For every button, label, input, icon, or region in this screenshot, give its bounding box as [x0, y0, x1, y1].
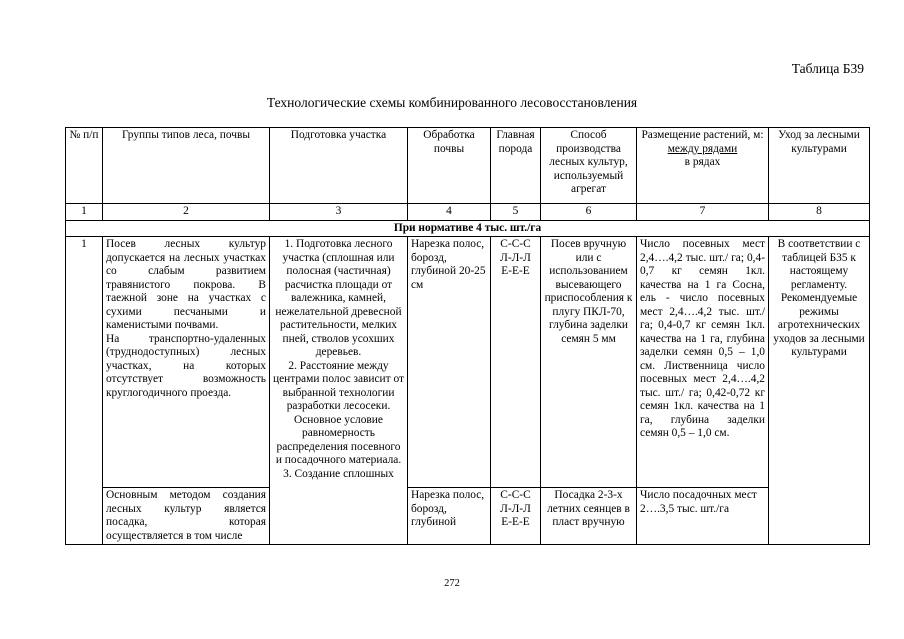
header-soil: Обработка почвы: [408, 128, 491, 204]
header-preparation: Подготовка участка: [270, 128, 408, 204]
column-number: 3: [270, 204, 408, 221]
reforestation-table: [65, 127, 870, 545]
groups-paragraph: На транспортно-удаленных (труднодоступных) лесных участках, на которых отсутствует возможность круглогодичного проезда.: [106, 332, 266, 399]
column-number: 8: [769, 204, 870, 221]
table-row: [66, 237, 870, 488]
header-groups: Группы типов леса, почвы: [103, 128, 270, 204]
preparation-step: 3. Создание сплошных: [283, 467, 394, 480]
header-placement-between: между рядами: [667, 142, 738, 155]
column-number: 1: [66, 204, 103, 221]
header-num: № п/п: [66, 128, 103, 204]
table-row: [66, 488, 870, 545]
row-number: 1: [66, 237, 103, 545]
column-number: 5: [491, 204, 541, 221]
cell-soil: Нарезка полос, борозд, глубиной: [408, 488, 491, 545]
column-number: 2: [103, 204, 270, 221]
cell-preparation: [270, 237, 408, 545]
section-row: [66, 220, 870, 237]
groups-paragraph: Посев лесных культур допускается на лесных участках со слабым развитием травянистого покрова. В таежной зоне на участках с сухими песчаными и каменистыми почвами.: [106, 238, 266, 331]
preparation-step: 2. Расстояние между центрами полос зависит от выбранной технологии разработки лесосеки. Основное условие равномерность распределения посевного и посадочного материала.: [273, 359, 405, 466]
header-placement-top: Размещение растений, м:: [641, 129, 764, 141]
cell-placement: Число посадочных мест 2….3,5 тыс. шт./га: [637, 488, 769, 545]
document-title: Технологические схемы комбинированного лесовосстановления: [266, 95, 638, 110]
table-label: Таблица Б39: [791, 61, 864, 76]
preparation-step: 1. Подготовка лесного участка (сплошная или полосная (частичная) расчистка площади от валежника, камней, нежелательной древесной растительности, мелких пней, стволов усохших деревьев.: [275, 238, 402, 358]
header-method: Способ производства лесных культур, используемый агрегат: [541, 128, 637, 204]
cell-method: Посадка 2-3-х летних сеянцев в пласт вручную: [541, 488, 637, 545]
cell-groups: Основным методом создания лесных культур является посадка, которая осуществляется в том числе: [103, 488, 270, 545]
header-placement-in: в рядах: [684, 156, 721, 168]
section-title: При нормативе 4 тыс. шт./га: [66, 220, 870, 237]
header-care: Уход за лесными культурами: [769, 128, 870, 204]
column-number: 7: [637, 204, 769, 221]
header-species: Главная порода: [491, 128, 541, 204]
cell-species: С-С-С Л-Л-Л Е-Е-Е: [491, 237, 541, 488]
cell-soil: Нарезка полос, борозд, глубиной 20-25 см: [408, 237, 491, 488]
column-number: 6: [541, 204, 637, 221]
column-number-row: [66, 204, 870, 221]
cell-species: С-С-С Л-Л-Л Е-Е-Е: [491, 488, 541, 545]
column-number: 4: [408, 204, 491, 221]
cell-placement: Число посевных мест 2,4….4,2 тыс. шт./ га; 0,4-0,7 кг семян 1кл. качества на 1 га Сосна, ель - число посевных мест 2,4….4,2 тыс. шт./ га; 0,4-0,7 кг семян 1кл. качества на 1 га, глубина заделки семян 0,5 – 1,0 см. Лиственница число посевных мест 2,4….4,2 тыс. шт./ га; 0,42-0,72 кг семян 1кл. качества на 1 га, глубина заделки семян 0,5 – 1,0 см.: [637, 237, 769, 488]
header-row: [66, 128, 870, 204]
page-number: 272: [444, 578, 460, 589]
cell-groups: [103, 237, 270, 488]
cell-care: В соответствии с таблицей Б35 к настоящему регламенту. Рекомендуемые режимы агротехнических уходов за лесными культурами: [769, 237, 870, 545]
cell-method: Посев вручную или с использованием высевающего приспособления к плугу ПКЛ-70, глубина заделки семян 5 мм: [541, 237, 637, 488]
header-placement: [637, 128, 769, 204]
